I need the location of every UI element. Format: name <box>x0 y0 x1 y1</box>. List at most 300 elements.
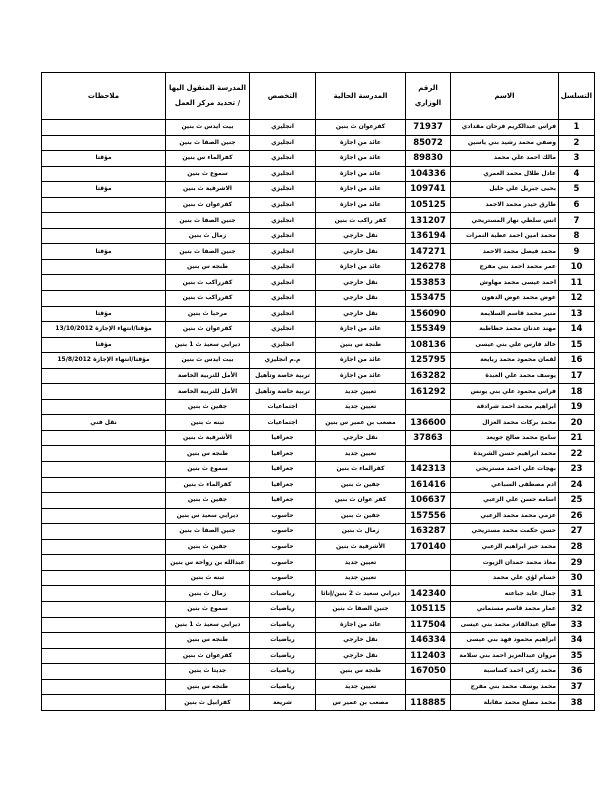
cell-current-school: نقل خارجي <box>316 306 406 322</box>
table-row <box>42 524 595 540</box>
cell-specialty: اجتماعيات <box>250 415 316 431</box>
cell-transferred-to: ديرابي سعيد س بنين <box>166 508 250 524</box>
cell-specialty: رياضيات <box>250 586 316 602</box>
cell-transferred-to: زمال ث بنين <box>166 228 250 244</box>
cell-seq: 20 <box>559 415 595 431</box>
table-row <box>42 275 595 291</box>
cell-name: فراس عبدالكريم فرحان مقدادي <box>451 120 559 136</box>
cell-ministry-no: 157556 <box>406 508 451 524</box>
cell-current-school: جنين الصفا ث بنين <box>316 601 406 617</box>
cell-ministry-no <box>406 555 451 571</box>
cell-notes <box>42 524 166 540</box>
cell-seq: 1 <box>559 120 595 136</box>
cell-ministry-no <box>406 399 451 415</box>
cell-specialty: انجليزي <box>250 197 316 213</box>
cell-notes <box>42 384 166 400</box>
cell-transferred-to: ديرابي سعيد ث 1 بنين <box>166 617 250 633</box>
cell-notes <box>42 446 166 462</box>
cell-transferred-to: عبدالله بن رواحة س بنين <box>166 555 250 571</box>
cell-current-school: الأشرفية ث بنين <box>316 539 406 555</box>
cell-current-school: عائد من اجازة <box>316 368 406 384</box>
cell-ministry-no: 161292 <box>406 384 451 400</box>
cell-transferred-to: جفين ث بنين <box>166 399 250 415</box>
cell-specialty: انجليزي <box>250 182 316 198</box>
cell-current-school: نقل خارجي <box>316 648 406 664</box>
cell-seq: 15 <box>559 337 595 353</box>
cell-notes: مؤقتا/انتهاء الإجازة 13/10/2012 <box>42 322 166 338</box>
cell-specialty: حاسوب <box>250 570 316 586</box>
cell-specialty: رياضيات <box>250 601 316 617</box>
cell-transferred-to: سموع ث بنين <box>166 601 250 617</box>
cell-notes <box>42 197 166 213</box>
cell-transferred-to: جفين ث بنين <box>166 493 250 509</box>
cell-current-school: عائد من اجازة <box>316 197 406 213</box>
cell-ministry-no <box>406 679 451 695</box>
table-row <box>42 415 595 431</box>
table-row <box>42 384 595 400</box>
cell-notes <box>42 135 166 151</box>
table-row <box>42 648 595 664</box>
header-transferred-to: المدرسة المنقول اليها / تحديد مركز العمل <box>166 73 250 120</box>
cell-notes <box>42 259 166 275</box>
table-row <box>42 166 595 182</box>
cell-seq: 6 <box>559 197 595 213</box>
cell-current-school: كفرعوان ث بنين <box>316 120 406 136</box>
cell-transferred-to: طنجه س بنين <box>166 633 250 649</box>
cell-current-school: تعيين جديد <box>316 384 406 400</box>
cell-seq: 12 <box>559 291 595 307</box>
cell-ministry-no: 85072 <box>406 135 451 151</box>
cell-seq: 26 <box>559 508 595 524</box>
cell-ministry-no: 109741 <box>406 182 451 198</box>
cell-name: حسن حكمت محمد مستريحي <box>451 524 559 540</box>
cell-specialty: رياضيات <box>250 648 316 664</box>
cell-current-school: تعيين جديد <box>316 555 406 571</box>
cell-current-school: عائد من اجازة <box>316 259 406 275</box>
cell-transferred-to: كفرعوان ث بنين <box>166 322 250 338</box>
cell-specialty: انجليزي <box>250 213 316 229</box>
cell-transferred-to: بيت ايدس ث بنين <box>166 353 250 369</box>
cell-transferred-to: سموع ث بنين <box>166 166 250 182</box>
cell-notes <box>42 120 166 136</box>
cell-ministry-no: 146334 <box>406 633 451 649</box>
table-row <box>42 213 595 229</box>
cell-seq: 17 <box>559 368 595 384</box>
cell-transferred-to: الأمل للتربية الخاصة <box>166 384 250 400</box>
cell-transferred-to: تبنه ث بنين <box>166 570 250 586</box>
cell-seq: 7 <box>559 213 595 229</box>
cell-ministry-no: 155349 <box>406 322 451 338</box>
cell-specialty: انجليزي <box>250 275 316 291</box>
table-row <box>42 462 595 478</box>
cell-ministry-no: 153853 <box>406 275 451 291</box>
cell-seq: 13 <box>559 306 595 322</box>
cell-transferred-to: طنجه س بنين <box>166 259 250 275</box>
cell-ministry-no: 71937 <box>406 120 451 136</box>
cell-current-school: تعيين جديد <box>316 570 406 586</box>
cell-ministry-no: 117504 <box>406 617 451 633</box>
cell-current-school: طنجة س بنين <box>316 337 406 353</box>
cell-name: محمد امين احمد عطية النمرات <box>451 228 559 244</box>
cell-current-school: تعيين جديد <box>316 679 406 695</box>
cell-specialty: جغرافيا <box>250 477 316 493</box>
cell-notes <box>42 166 166 182</box>
cell-specialty: جغرافيا <box>250 493 316 509</box>
cell-specialty: م.م انجليزي <box>250 353 316 369</box>
cell-specialty: انجليزي <box>250 228 316 244</box>
cell-notes: مؤقتا <box>42 306 166 322</box>
table-row <box>42 601 595 617</box>
cell-seq: 2 <box>559 135 595 151</box>
cell-transferred-to: كفرعوان ث بنين <box>166 197 250 213</box>
cell-name: صالح عبدالقادر محمد بني عيسى <box>451 617 559 633</box>
cell-ministry-no: 142340 <box>406 586 451 602</box>
cell-seq: 35 <box>559 648 595 664</box>
table-row <box>42 182 595 198</box>
table-row <box>42 197 595 213</box>
cell-current-school: عائد من اجازة <box>316 182 406 198</box>
cell-seq: 18 <box>559 384 595 400</box>
cell-transferred-to: جفين ث بنين <box>166 539 250 555</box>
cell-ministry-no: 170140 <box>406 539 451 555</box>
cell-specialty: انجليزي <box>250 337 316 353</box>
cell-notes <box>42 462 166 478</box>
cell-name: بهجات علي احمد مستريحي <box>451 462 559 478</box>
cell-ministry-no: 142313 <box>406 462 451 478</box>
cell-name: ابراهيم محمود فهد بني عيسى <box>451 633 559 649</box>
cell-seq: 34 <box>559 633 595 649</box>
cell-specialty: حاسوب <box>250 524 316 540</box>
table-row <box>42 353 595 369</box>
cell-notes <box>42 586 166 602</box>
table-row <box>42 322 595 338</box>
cell-specialty: رياضيات <box>250 617 316 633</box>
cell-ministry-no: 112403 <box>406 648 451 664</box>
cell-ministry-no: 106637 <box>406 493 451 509</box>
table-row <box>42 259 595 275</box>
cell-name: معاذ محمد حمدان الزيوت <box>451 555 559 571</box>
cell-name: احمد عيسى محمد مهاوش <box>451 275 559 291</box>
cell-notes <box>42 539 166 555</box>
cell-ministry-no: 104336 <box>406 166 451 182</box>
cell-transferred-to: كفرابيل ث بنين <box>166 695 250 711</box>
cell-notes <box>42 679 166 695</box>
cell-name: ابراهيم محمد احمد شرادقة <box>451 399 559 415</box>
cell-specialty: شريعة <box>250 695 316 711</box>
cell-name: خالد فارس علي بني عيسى <box>451 337 559 353</box>
cell-current-school: عائد من اجازة <box>316 322 406 338</box>
cell-current-school: نقل خارجي <box>316 430 406 446</box>
cell-name: لقمان محمود محمد ربايعة <box>451 353 559 369</box>
cell-transferred-to: طنجه س بنين <box>166 679 250 695</box>
cell-ministry-no: 136600 <box>406 415 451 431</box>
table-row <box>42 633 595 649</box>
cell-current-school: نقل خارجي <box>316 228 406 244</box>
cell-ministry-no: 118885 <box>406 695 451 711</box>
table-row <box>42 555 595 571</box>
cell-notes <box>42 617 166 633</box>
cell-ministry-no: 37863 <box>406 430 451 446</box>
cell-name: محمد فيصل محمد الاحمد <box>451 244 559 260</box>
cell-specialty: انجليزي <box>250 291 316 307</box>
cell-seq: 11 <box>559 275 595 291</box>
cell-transferred-to: سموع ث بنين <box>166 462 250 478</box>
cell-notes <box>42 664 166 680</box>
cell-transferred-to: الاشرفية ث بنين <box>166 182 250 198</box>
cell-transferred-to: الأمل للتربية الخاصة <box>166 368 250 384</box>
cell-specialty: انجليزي <box>250 135 316 151</box>
cell-seq: 28 <box>559 539 595 555</box>
cell-name: فراس محمود علي بني يونس <box>451 384 559 400</box>
cell-seq: 30 <box>559 570 595 586</box>
cell-current-school: نقل خارجي <box>316 633 406 649</box>
cell-name: عوض محمد عوض الدهون <box>451 291 559 307</box>
cell-transferred-to: جديتا ث بنين <box>166 664 250 680</box>
cell-ministry-no: 125795 <box>406 353 451 369</box>
table-header-row <box>42 73 595 120</box>
table-row <box>42 617 595 633</box>
cell-transferred-to: مرحبا ث بنين <box>166 306 250 322</box>
cell-name: حسام لؤي علي محمد <box>451 570 559 586</box>
cell-seq: 24 <box>559 477 595 493</box>
cell-specialty: تربية خاصة وتأهيل <box>250 368 316 384</box>
cell-seq: 38 <box>559 695 595 711</box>
cell-specialty: انجليزي <box>250 322 316 338</box>
cell-name: عمار محمد قاسم مستماني <box>451 601 559 617</box>
cell-ministry-no: 163282 <box>406 368 451 384</box>
cell-name: ادم مصطفى السباعي <box>451 477 559 493</box>
cell-ministry-no: 108136 <box>406 337 451 353</box>
cell-notes: مؤقتا/انتهاء الإجازة 15/8/2012 <box>42 353 166 369</box>
cell-current-school: نقل خارجي <box>316 291 406 307</box>
cell-notes <box>42 228 166 244</box>
cell-ministry-no <box>406 446 451 462</box>
cell-specialty: حاسوب <box>250 555 316 571</box>
header-current-school: المدرسة الحالية <box>316 73 406 120</box>
table-row <box>42 337 595 353</box>
table-row <box>42 446 595 462</box>
cell-transferred-to: الأشرفية ث بنين <box>166 430 250 446</box>
cell-ministry-no: 161416 <box>406 477 451 493</box>
header-seq: التسلسل <box>559 73 595 120</box>
header-notes: ملاحظات <box>42 73 166 120</box>
cell-seq: 14 <box>559 322 595 338</box>
cell-specialty: انجليزي <box>250 244 316 260</box>
cell-name: محمد زكي احمد كساسبة <box>451 664 559 680</box>
cell-specialty: انجليزي <box>250 151 316 167</box>
cell-ministry-no: 136194 <box>406 228 451 244</box>
cell-specialty: رياضيات <box>250 679 316 695</box>
cell-transferred-to: ديرابي سعيد ث 1 بنين <box>166 337 250 353</box>
cell-ministry-no: 131207 <box>406 213 451 229</box>
table-row <box>42 151 595 167</box>
cell-specialty: حاسوب <box>250 539 316 555</box>
cell-seq: 19 <box>559 399 595 415</box>
cell-seq: 10 <box>559 259 595 275</box>
table-row <box>42 120 595 136</box>
cell-name: محمد مصلح محمد مقابلة <box>451 695 559 711</box>
cell-current-school: مصعب بن عمير س <box>316 695 406 711</box>
cell-name: اسامه حسن علي الزعبي <box>451 493 559 509</box>
table-row <box>42 493 595 509</box>
cell-current-school: نقل خارجي <box>316 275 406 291</box>
cell-seq: 23 <box>559 462 595 478</box>
cell-name: سامح محمد صالح جويعد <box>451 430 559 446</box>
cell-ministry-no: 163287 <box>406 524 451 540</box>
cell-current-school: جفين ث بنين <box>316 477 406 493</box>
cell-notes: مؤقتا <box>42 151 166 167</box>
cell-notes: مؤقتا <box>42 244 166 260</box>
cell-transferred-to: جنين الصفا ث بنين <box>166 244 250 260</box>
cell-current-school: ديرابي سعيد ث 2 بنين/إناثا <box>316 586 406 602</box>
cell-name: محمد خير ابراهيم الزعبي <box>451 539 559 555</box>
cell-name: يوسف محمد علي العبدة <box>451 368 559 384</box>
table-row <box>42 291 595 307</box>
cell-name: انس سلطي نهار المستريحي <box>451 213 559 229</box>
cell-specialty: انجليزي <box>250 306 316 322</box>
cell-seq: 3 <box>559 151 595 167</box>
cell-specialty: رياضيات <box>250 633 316 649</box>
cell-transferred-to: طنجه س بنين <box>166 446 250 462</box>
cell-name: محمد يوسف محمد بني مفرج <box>451 679 559 695</box>
cell-transferred-to: جنين الصفا ث بنين <box>166 135 250 151</box>
table-row <box>42 368 595 384</box>
cell-transferred-to: كفرراكب ث بنين <box>166 275 250 291</box>
cell-specialty: انجليزي <box>250 120 316 136</box>
cell-ministry-no: 105125 <box>406 197 451 213</box>
cell-seq: 22 <box>559 446 595 462</box>
cell-seq: 21 <box>559 430 595 446</box>
cell-name: عادل طلال محمد العمري <box>451 166 559 182</box>
cell-seq: 5 <box>559 182 595 198</box>
cell-current-school: مصعب بن عمير س بنين <box>316 415 406 431</box>
cell-ministry-no: 156090 <box>406 306 451 322</box>
cell-ministry-no: 126278 <box>406 259 451 275</box>
cell-specialty: جغرافيا <box>250 446 316 462</box>
header-name: الاسم <box>451 73 559 120</box>
cell-name: محمد بركات محمد الغزال <box>451 415 559 431</box>
cell-transferred-to: كفرراكب ث بنين <box>166 291 250 307</box>
cell-ministry-no: 147271 <box>406 244 451 260</box>
table-row <box>42 539 595 555</box>
cell-seq: 36 <box>559 664 595 680</box>
cell-current-school: عائد من اجازة <box>316 151 406 167</box>
table-row <box>42 399 595 415</box>
cell-notes <box>42 399 166 415</box>
cell-specialty: انجليزي <box>250 166 316 182</box>
cell-specialty: جغرافيا <box>250 462 316 478</box>
cell-current-school: زمال ث بنين <box>316 524 406 540</box>
cell-seq: 9 <box>559 244 595 260</box>
cell-transferred-to: جنين الصفا ث بنين <box>166 213 250 229</box>
cell-seq: 31 <box>559 586 595 602</box>
cell-current-school: كفر عوان ث بنين <box>316 493 406 509</box>
cell-name: مالك احمد علي محمد <box>451 151 559 167</box>
table-row <box>42 135 595 151</box>
table-row <box>42 664 595 680</box>
cell-transferred-to: كفرالماء ث بنين <box>166 477 250 493</box>
cell-notes <box>42 570 166 586</box>
cell-transferred-to: كفرالماء س بنين <box>166 151 250 167</box>
cell-notes <box>42 555 166 571</box>
cell-notes <box>42 508 166 524</box>
cell-name: مهند عدنان محمد خطاطبة <box>451 322 559 338</box>
cell-name: وصفي محمد رشيد بني ياسين <box>451 135 559 151</box>
cell-transferred-to: زمال ث بنين <box>166 586 250 602</box>
cell-notes <box>42 477 166 493</box>
cell-seq: 4 <box>559 166 595 182</box>
cell-transferred-to: تبنه ث بنين <box>166 415 250 431</box>
cell-ministry-no: 167050 <box>406 664 451 680</box>
cell-ministry-no <box>406 570 451 586</box>
cell-specialty: رياضيات <box>250 664 316 680</box>
cell-seq: 37 <box>559 679 595 695</box>
cell-transferred-to: بيت ايدس ث بنين <box>166 120 250 136</box>
cell-notes <box>42 368 166 384</box>
cell-notes <box>42 213 166 229</box>
cell-current-school: عائد من اجازة <box>316 353 406 369</box>
cell-specialty: انجليزي <box>250 259 316 275</box>
cell-seq: 32 <box>559 601 595 617</box>
cell-seq: 25 <box>559 493 595 509</box>
cell-specialty: اجتماعيات <box>250 399 316 415</box>
cell-specialty: تربية خاصة وتأهيل <box>250 384 316 400</box>
cell-notes <box>42 601 166 617</box>
table-row <box>42 477 595 493</box>
cell-seq: 29 <box>559 555 595 571</box>
cell-notes <box>42 430 166 446</box>
cell-current-school: نقل خارجي <box>316 244 406 260</box>
cell-notes <box>42 633 166 649</box>
cell-notes <box>42 648 166 664</box>
header-ministry-no: الرقم الوزاري <box>406 73 451 120</box>
table-row <box>42 430 595 446</box>
cell-seq: 8 <box>559 228 595 244</box>
cell-name: عمر محمد احمد بني مفرج <box>451 259 559 275</box>
table-row <box>42 228 595 244</box>
cell-specialty: حاسوب <box>250 508 316 524</box>
cell-current-school: كفر راكب ث بنين <box>316 213 406 229</box>
cell-current-school: كفرالماء ث بنين <box>316 462 406 478</box>
cell-current-school: عائد من اجازة <box>316 135 406 151</box>
cell-seq: 16 <box>559 353 595 369</box>
cell-specialty: جغرافيا <box>250 430 316 446</box>
cell-current-school: جفين ث بنين <box>316 508 406 524</box>
cell-current-school: تعيين جديد <box>316 399 406 415</box>
cell-name: مروان عبدالعزيز احمد بني سلامة <box>451 648 559 664</box>
transfers-table <box>41 72 595 711</box>
cell-transferred-to: جنين الصفا ث بنين <box>166 524 250 540</box>
table-row <box>42 508 595 524</box>
cell-notes: مؤقتا <box>42 182 166 198</box>
cell-notes <box>42 493 166 509</box>
cell-notes <box>42 291 166 307</box>
table-row <box>42 695 595 711</box>
cell-name: عزمي محمد محمد الزعبي <box>451 508 559 524</box>
cell-name: يحيى جبريل علي خليل <box>451 182 559 198</box>
cell-notes: نقل فني <box>42 415 166 431</box>
cell-seq: 27 <box>559 524 595 540</box>
table-row <box>42 570 595 586</box>
table-row <box>42 679 595 695</box>
cell-current-school: عائد من اجازة <box>316 617 406 633</box>
table-row <box>42 244 595 260</box>
table-row <box>42 306 595 322</box>
cell-seq: 33 <box>559 617 595 633</box>
cell-ministry-no: 153475 <box>406 291 451 307</box>
table-row <box>42 586 595 602</box>
cell-current-school: عائد من اجازة <box>316 166 406 182</box>
